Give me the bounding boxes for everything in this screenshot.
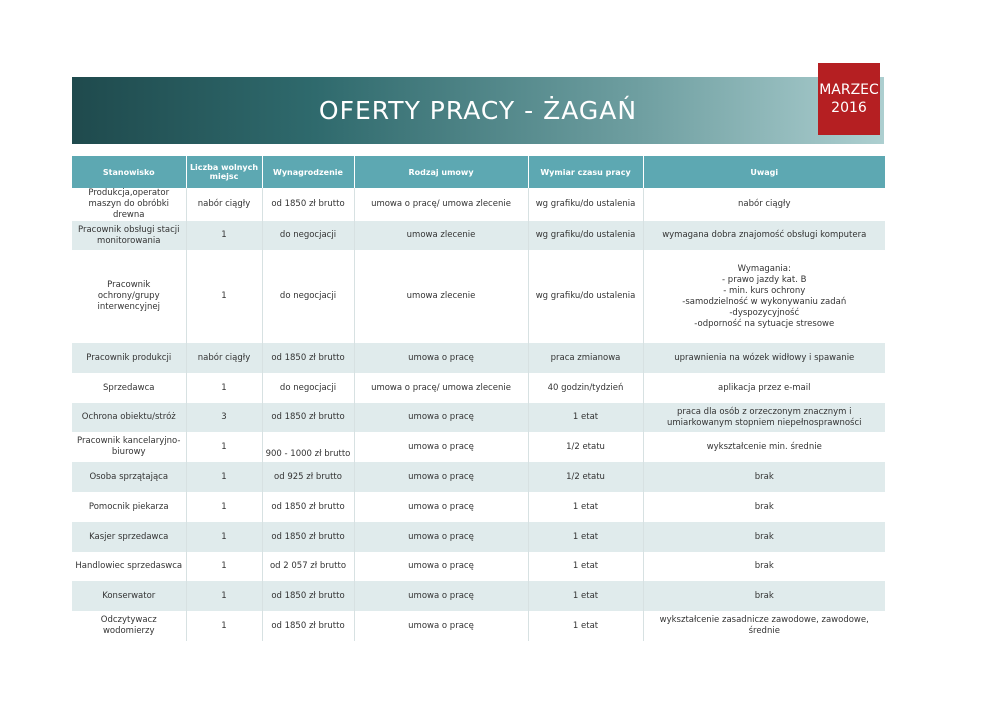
table-row	[72, 611, 885, 641]
cell-salary: od 2 057 zł brutto	[262, 552, 354, 581]
cell-salary: od 1850 zł brutto	[262, 188, 354, 221]
job-offers-table	[72, 156, 885, 641]
cell-contract: umowa zlecenie	[354, 250, 528, 343]
cell-notes: aplikacja przez e-mail	[717, 382, 811, 393]
date-year: 2016	[831, 100, 867, 116]
cell-vacancies: 1	[186, 373, 262, 403]
cell-vacancies: nabór ciągły	[186, 188, 262, 221]
cell-contract: umowa o pracę/ umowa zlecenie	[354, 373, 528, 403]
cell-position: Pracownik obsługi stacji monitorowania	[72, 221, 186, 250]
cell-salary: od 1850 zł brutto	[262, 492, 354, 522]
cell-contract: umowa o pracę	[354, 432, 528, 462]
cell-notes: brak	[643, 462, 885, 492]
column-header-salary: Wynagrodzenie	[262, 156, 354, 188]
cell-salary: do negocjacji	[262, 373, 354, 403]
cell-salary: do negocjacji	[262, 250, 354, 343]
column-header-contract: Rodzaj umowy	[354, 156, 528, 188]
cell-vacancies: 1	[186, 492, 262, 522]
cell-vacancies: 1	[186, 221, 262, 250]
cell-hours: wg grafiku/do ustalenia	[528, 188, 643, 221]
cell-position: Konserwator	[72, 581, 186, 611]
cell-position: Odczytywacz wodomierzy	[72, 611, 186, 641]
cell-position: Pracownik ochrony/grupy interwencyjnej	[72, 250, 186, 343]
cell-position: Pracownik kancelaryjno-biurowy	[72, 432, 186, 462]
cell-notes: wykształcenie min. średnie	[706, 441, 822, 452]
cell-hours: 1 etat	[528, 492, 643, 522]
cell-salary: od 1850 zł brutto	[262, 343, 354, 373]
table-row	[72, 373, 885, 403]
cell-position: Produkcja,operator maszyn do obróbki drewna	[72, 188, 186, 221]
column-header-notes: Uwagi	[643, 156, 885, 188]
cell-notes: nabór ciągły	[738, 199, 791, 209]
cell-salary: od 1850 zł brutto	[262, 581, 354, 611]
cell-hours: wg grafiku/do ustalenia	[528, 250, 643, 343]
cell-contract: umowa o pracę	[354, 343, 528, 373]
cell-contract: umowa o pracę	[354, 552, 528, 581]
cell-hours: 1 etat	[528, 522, 643, 552]
cell-vacancies: 3	[186, 403, 262, 432]
cell-hours: 1/2 etatu	[528, 432, 643, 462]
table-row	[72, 522, 885, 552]
cell-contract: umowa o pracę	[354, 611, 528, 641]
cell-position: Handlowiec sprzedaswca	[72, 552, 186, 581]
table-row	[72, 221, 885, 250]
table-row	[72, 188, 885, 221]
column-header-hours: Wymiar czasu pracy	[528, 156, 643, 188]
cell-salary: od 1850 zł brutto	[262, 403, 354, 432]
table-row	[72, 432, 885, 462]
cell-notes: praca dla osób z orzeczonym znacznym i umiarkowanym stopniem niepełnosprawności	[643, 403, 885, 432]
cell-position: Pracownik produkcji	[72, 343, 186, 373]
cell-vacancies: 1	[186, 552, 262, 581]
cell-salary: od 1850 zł brutto	[262, 611, 354, 641]
cell-salary: 900 - 1000 zł brutto	[262, 432, 354, 462]
cell-hours: 1/2 etatu	[528, 462, 643, 492]
cell-vacancies: 1	[186, 522, 262, 552]
table-row	[72, 462, 885, 492]
cell-notes: brak	[643, 522, 885, 552]
cell-notes: brak	[754, 561, 774, 571]
cell-contract: umowa o pracę	[354, 581, 528, 611]
cell-position: Osoba sprzątająca	[72, 462, 186, 492]
cell-notes: wykształcenie zasadnicze zawodowe, zawodowe, średnie	[659, 615, 869, 636]
cell-notes: wymagana dobra znajomość obsługi komputera	[643, 221, 885, 250]
table-row	[72, 250, 885, 343]
cell-salary: od 1850 zł brutto	[262, 522, 354, 552]
cell-hours: 1 etat	[528, 552, 643, 581]
table-row	[72, 492, 885, 522]
cell-contract: umowa o pracę	[354, 462, 528, 492]
cell-hours: praca zmianowa	[528, 343, 643, 373]
cell-vacancies: 1	[186, 581, 262, 611]
cell-position: Pomocnik piekarza	[72, 492, 186, 522]
cell-hours: 40 godzin/tydzień	[528, 373, 643, 403]
cell-vacancies: 1	[186, 611, 262, 641]
cell-notes: uprawnienia na wózek widłowy i spawanie	[643, 343, 885, 373]
cell-vacancies: 1	[186, 250, 262, 343]
cell-contract: umowa o pracę	[354, 403, 528, 432]
cell-contract: umowa zlecenie	[354, 221, 528, 250]
cell-salary: od 925 zł brutto	[262, 462, 354, 492]
cell-hours: 1 etat	[528, 611, 643, 641]
column-header-vacancies: Liczba wolnych miejsc	[186, 156, 262, 188]
cell-vacancies: 1	[186, 432, 262, 462]
cell-vacancies: 1	[186, 462, 262, 492]
cell-position: Sprzedawca	[72, 373, 186, 403]
date-badge	[818, 63, 880, 135]
table-row	[72, 581, 885, 611]
cell-hours: wg grafiku/do ustalenia	[528, 221, 643, 250]
table-row	[72, 403, 885, 432]
cell-contract: umowa o pracę	[354, 522, 528, 552]
table-row	[72, 343, 885, 373]
cell-notes: Wymagania: - prawo jazdy kat. B - min. kurs ochrony -samodzielność w wykonywaniu zadań -dyspozycyjność -odporność na sytuacje stresowe	[682, 263, 847, 329]
cell-contract: umowa o pracę	[354, 492, 528, 522]
cell-vacancies: nabór ciągły	[186, 343, 262, 373]
page-title: OFERTY PRACY - ŻAGAŃ	[318, 96, 638, 125]
cell-notes: brak	[643, 581, 885, 611]
table-row	[72, 552, 885, 581]
cell-hours: 1 etat	[528, 403, 643, 432]
cell-hours: 1 etat	[528, 581, 643, 611]
table-header-row	[72, 156, 885, 188]
cell-salary: do negocjacji	[262, 221, 354, 250]
date-month: MARZEC	[819, 82, 879, 98]
cell-notes: brak	[754, 501, 774, 512]
cell-position: Kasjer sprzedawca	[72, 522, 186, 552]
title-banner	[72, 77, 884, 144]
cell-position: Ochrona obiektu/stróż	[72, 403, 186, 432]
column-header-position: Stanowisko	[72, 156, 186, 188]
cell-contract: umowa o pracę/ umowa zlecenie	[354, 188, 528, 221]
